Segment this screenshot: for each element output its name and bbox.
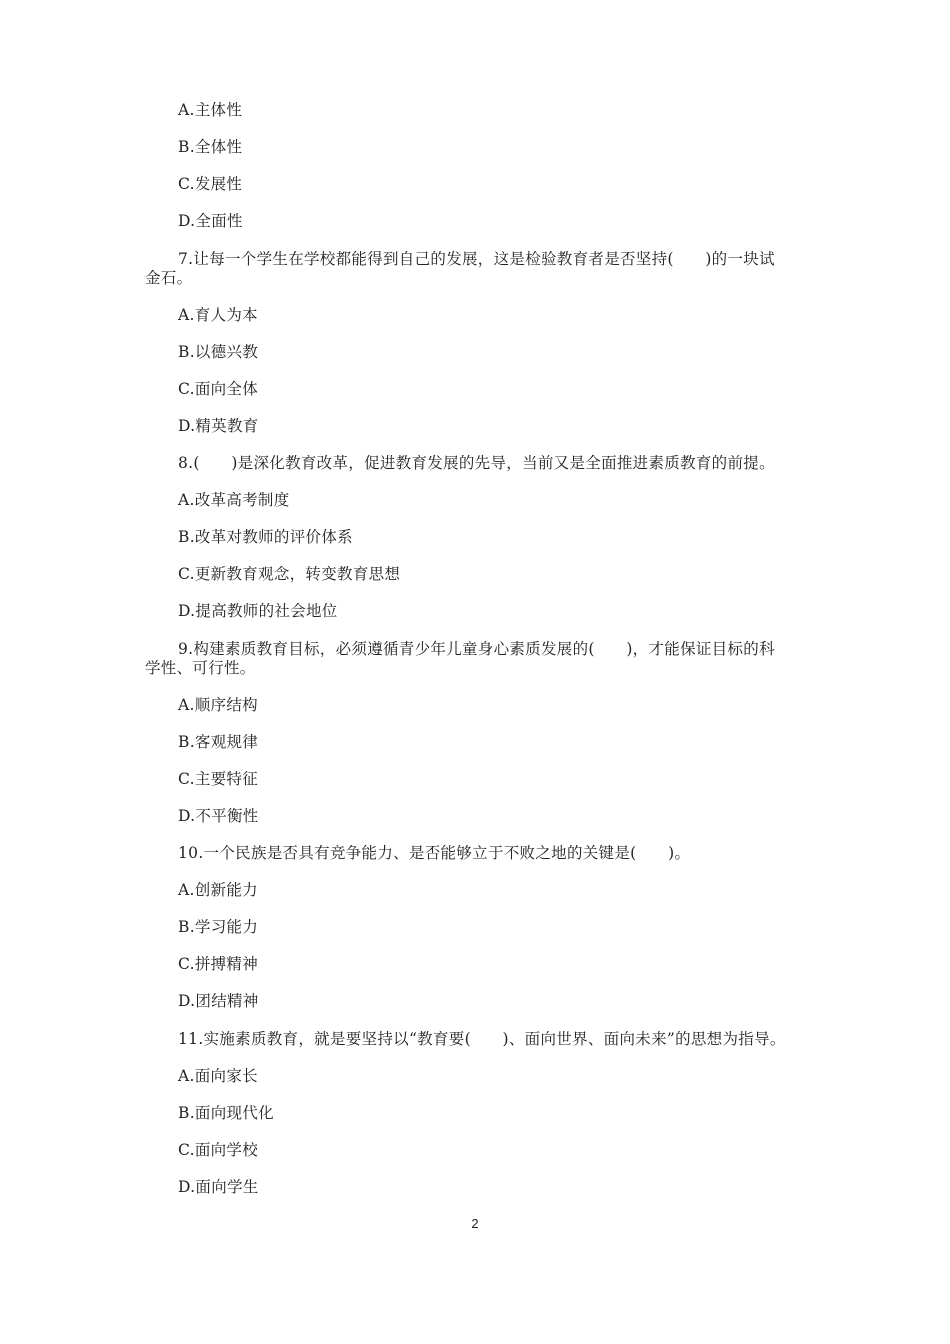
page-number: 2 bbox=[471, 1216, 479, 1231]
option-d: D.精英教育 bbox=[178, 417, 259, 435]
option-c: C.主要特征 bbox=[178, 770, 259, 788]
question-10-text: 10.一个民族是否具有竞争能力、是否能够立于不败之地的关键是( )。 bbox=[178, 844, 691, 862]
option-d: D.提高教师的社会地位 bbox=[178, 602, 338, 620]
option-b: B.以德兴教 bbox=[178, 343, 259, 361]
question-8-text: 8.( )是深化教育改革，促进教育发展的先导，当前又是全面推进素质教育的前提。 bbox=[178, 454, 775, 472]
option-c: C.拼搏精神 bbox=[178, 955, 259, 973]
option-a: A.改革高考制度 bbox=[178, 491, 290, 509]
option-c: C.更新教育观念，转变教育思想 bbox=[178, 565, 401, 583]
option-d: D.不平衡性 bbox=[178, 807, 259, 825]
question-7-text-cont: 金石。 bbox=[145, 269, 193, 287]
question-7-text: 7.让每一个学生在学校都能得到自己的发展，这是检验教育者是否坚持( )的一块试 bbox=[178, 250, 775, 268]
option-a: A.育人为本 bbox=[178, 306, 258, 324]
question-9-text-cont: 学性、可行性。 bbox=[145, 659, 256, 677]
option-a: A.主体性 bbox=[178, 101, 243, 119]
option-a: A.面向家长 bbox=[178, 1067, 258, 1085]
question-11-text: 11.实施素质教育，就是要坚持以“教育要( )、面向世界、面向未来”的思想为指导。 bbox=[178, 1030, 786, 1048]
option-d: D.全面性 bbox=[178, 212, 243, 230]
option-b: B.全体性 bbox=[178, 138, 243, 156]
option-b: B.学习能力 bbox=[178, 918, 259, 936]
option-d: D.团结精神 bbox=[178, 992, 259, 1010]
option-d: D.面向学生 bbox=[178, 1178, 259, 1196]
option-a: A.创新能力 bbox=[178, 881, 258, 899]
option-c: C.面向全体 bbox=[178, 380, 259, 398]
option-b: B.面向现代化 bbox=[178, 1104, 274, 1122]
option-b: B.客观规律 bbox=[178, 733, 259, 751]
option-c: C.面向学校 bbox=[178, 1141, 259, 1159]
option-b: B.改革对教师的评价体系 bbox=[178, 528, 353, 546]
question-9-text: 9.构建素质教育目标，必须遵循青少年儿童身心素质发展的( )，才能保证目标的科 bbox=[178, 640, 775, 658]
option-a: A.顺序结构 bbox=[178, 696, 258, 714]
option-c: C.发展性 bbox=[178, 175, 243, 193]
